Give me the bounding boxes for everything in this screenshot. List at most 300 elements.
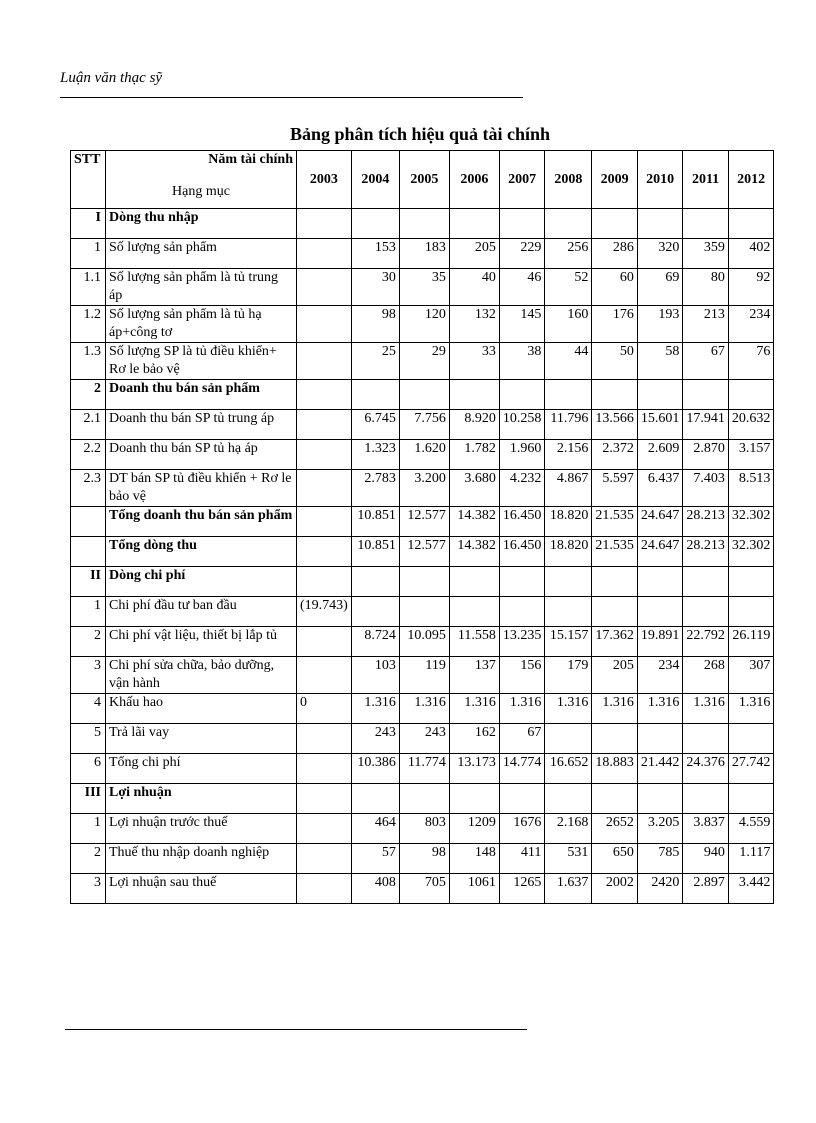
table-row [71,239,774,269]
table-row [71,507,774,537]
row-value [683,724,729,754]
row-value: 1.316 [449,694,499,724]
row-value: 2.156 [545,440,592,470]
row-value: 13.235 [499,627,545,657]
row-value: 234 [728,306,774,343]
row-value [297,410,352,440]
row-value: 307 [728,657,774,694]
row-value: 5.597 [592,470,638,507]
row-value: 229 [499,239,545,269]
row-value [449,209,499,239]
row-stt: 6 [71,754,106,784]
table-row [71,597,774,627]
row-value: 160 [545,306,592,343]
row-value: 1.316 [545,694,592,724]
row-value: 10.095 [399,627,449,657]
row-label: Chi phí vật liệu, thiết bị lắp tủ [106,627,297,657]
row-value: 7.403 [683,470,729,507]
row-value: 22.792 [683,627,729,657]
row-value: 14.382 [449,507,499,537]
row-value [545,567,592,597]
row-value [545,724,592,754]
row-value: 10.258 [499,410,545,440]
row-value [499,784,545,814]
row-value: 268 [683,657,729,694]
row-value: 11.774 [399,754,449,784]
row-value: 76 [728,343,774,380]
row-value [399,209,449,239]
row-value: 57 [351,844,399,874]
row-value: 18.820 [545,537,592,567]
row-stt: 3 [71,657,106,694]
row-value: 183 [399,239,449,269]
table-row [71,380,774,410]
row-value [728,380,774,410]
table-header-row [71,151,774,209]
row-value: 12.577 [399,537,449,567]
row-value [728,209,774,239]
row-value: 67 [683,343,729,380]
row-label: Thuế thu nhập doanh nghiệp [106,844,297,874]
row-value: 0 [297,694,352,724]
row-value: 98 [351,306,399,343]
row-value: 2420 [637,874,683,904]
row-value [399,567,449,597]
row-value: 1.316 [499,694,545,724]
row-stt: 1 [71,239,106,269]
row-value [297,814,352,844]
row-value [545,784,592,814]
row-value [297,844,352,874]
row-value: 940 [683,844,729,874]
table-row [71,343,774,380]
row-value: 24.647 [637,537,683,567]
year-header: 2003 [297,151,352,209]
row-value: 11.796 [545,410,592,440]
row-label: Doanh thu bán sản phẩm [106,380,297,410]
row-stt: 5 [71,724,106,754]
row-value: 1265 [499,874,545,904]
table-row [71,627,774,657]
row-stt: 1 [71,814,106,844]
row-value: 145 [499,306,545,343]
year-header: 2006 [449,151,499,209]
row-value: 531 [545,844,592,874]
row-value [683,597,729,627]
row-value: 213 [683,306,729,343]
row-value [297,784,352,814]
row-value [592,209,638,239]
row-value: 1.117 [728,844,774,874]
row-value: 27.742 [728,754,774,784]
row-label: DT bán SP tủ điều khiển + Rơ le bảo vệ [106,470,297,507]
row-value: 8.724 [351,627,399,657]
row-value [728,784,774,814]
row-value: 176 [592,306,638,343]
row-value [351,380,399,410]
row-label: Dòng thu nhập [106,209,297,239]
row-value: 98 [399,844,449,874]
row-value: 2.609 [637,440,683,470]
row-value [592,597,638,627]
row-value: 1.782 [449,440,499,470]
category-label: Hạng mục [172,184,230,199]
row-value [637,209,683,239]
row-value [297,306,352,343]
row-value [592,724,638,754]
row-value: 132 [449,306,499,343]
row-value: 3.205 [637,814,683,844]
row-value: 1.960 [499,440,545,470]
row-value: 69 [637,269,683,306]
year-header: 2005 [399,151,449,209]
row-value: 18.820 [545,507,592,537]
row-stt: II [71,567,106,597]
row-value [545,597,592,627]
row-value: 359 [683,239,729,269]
row-value: 1.620 [399,440,449,470]
row-value [449,597,499,627]
row-value [297,343,352,380]
row-value: 205 [592,657,638,694]
table-row [71,269,774,306]
row-stt: 2.3 [71,470,106,507]
row-value: 21.535 [592,507,638,537]
row-value: 40 [449,269,499,306]
row-stt: 2.1 [71,410,106,440]
row-value: 2.783 [351,470,399,507]
row-value: 1.637 [545,874,592,904]
row-stt: 2 [71,380,106,410]
row-value: 120 [399,306,449,343]
row-value: 162 [449,724,499,754]
row-label: Lợi nhuận trước thuế [106,814,297,844]
row-value [399,597,449,627]
row-value [592,567,638,597]
row-value [297,657,352,694]
row-value [683,209,729,239]
row-value: 2.168 [545,814,592,844]
table-row [71,470,774,507]
row-value: 13.566 [592,410,638,440]
row-value: 10.386 [351,754,399,784]
year-header: 2010 [637,151,683,209]
row-stt: 4 [71,694,106,724]
year-header: 2007 [499,151,545,209]
row-value: 408 [351,874,399,904]
footer-divider [65,1029,527,1030]
row-stt: 1 [71,597,106,627]
category-year-header [106,151,297,209]
year-header: 2009 [592,151,638,209]
row-value: 28.213 [683,507,729,537]
row-stt [71,537,106,567]
row-value: 243 [399,724,449,754]
table-row [71,724,774,754]
row-value: 20.632 [728,410,774,440]
year-label: Năm tài chính [208,152,293,167]
row-label: Dòng chi phí [106,567,297,597]
row-value: 10.851 [351,507,399,537]
page-header: Luận văn thạc sỹ [60,70,163,86]
row-value [351,597,399,627]
row-value [728,724,774,754]
row-value: 137 [449,657,499,694]
row-value: 17.941 [683,410,729,440]
row-value [545,380,592,410]
row-value: 32.302 [728,507,774,537]
table-title: Bảng phân tích hiệu quả tài chính [289,124,551,144]
row-label: Tổng chi phí [106,754,297,784]
row-value: 15.157 [545,627,592,657]
row-value [351,209,399,239]
row-value [297,537,352,567]
row-value [351,567,399,597]
row-value: 320 [637,239,683,269]
row-value [449,380,499,410]
year-header: 2011 [683,151,729,209]
row-stt: 1.3 [71,343,106,380]
table-body [71,209,774,904]
table-row [71,410,774,440]
row-value: 16.652 [545,754,592,784]
row-value: 6.745 [351,410,399,440]
row-value [297,874,352,904]
row-value: 50 [592,343,638,380]
row-value: 2652 [592,814,638,844]
row-value [683,567,729,597]
row-value: 32.302 [728,537,774,567]
row-value: 38 [499,343,545,380]
row-value: 243 [351,724,399,754]
table-row [71,657,774,694]
row-label: Doanh thu bán SP tủ hạ áp [106,440,297,470]
row-value: 6.437 [637,470,683,507]
row-stt: 2 [71,627,106,657]
table-row [71,567,774,597]
row-value: 52 [545,269,592,306]
row-value: 14.382 [449,537,499,567]
row-value: 119 [399,657,449,694]
row-label: Chi phí sửa chữa, bảo dưỡng, vận hành [106,657,297,694]
row-value: 785 [637,844,683,874]
table-row [71,874,774,904]
row-value: 1.316 [683,694,729,724]
row-value: 21.442 [637,754,683,784]
row-value: 25 [351,343,399,380]
row-value [499,597,545,627]
row-value: 205 [449,239,499,269]
row-value: 21.535 [592,537,638,567]
row-value: 411 [499,844,545,874]
row-value [637,567,683,597]
row-value: 58 [637,343,683,380]
table-row [71,784,774,814]
row-value: 60 [592,269,638,306]
row-value [545,209,592,239]
row-value: 464 [351,814,399,844]
row-value: 1676 [499,814,545,844]
row-value: 29 [399,343,449,380]
row-value: 148 [449,844,499,874]
row-label: Chi phí đầu tư ban đầu [106,597,297,627]
row-label: Tổng dòng thu [106,537,297,567]
row-value: 35 [399,269,449,306]
row-value: 179 [545,657,592,694]
row-label: Khấu hao [106,694,297,724]
row-value [728,597,774,627]
row-value: 286 [592,239,638,269]
row-stt: 1.1 [71,269,106,306]
row-label: Số lượng sản phẩm là tủ hạ áp+công tơ [106,306,297,343]
row-stt: 3 [71,874,106,904]
header-divider [60,97,523,98]
row-value [399,784,449,814]
row-stt: 1.2 [71,306,106,343]
row-value: 1.323 [351,440,399,470]
row-value: 2002 [592,874,638,904]
row-value: 1.316 [351,694,399,724]
row-value: 8.513 [728,470,774,507]
row-value [637,724,683,754]
row-value: 156 [499,657,545,694]
row-value [637,380,683,410]
stt-header: STT [71,151,106,209]
row-value: 193 [637,306,683,343]
row-label: Doanh thu bán SP tủ trung áp [106,410,297,440]
row-label: Lợi nhuận [106,784,297,814]
row-value: 17.362 [592,627,638,657]
row-value [592,380,638,410]
row-value [297,440,352,470]
row-value: 46 [499,269,545,306]
year-header: 2004 [351,151,399,209]
row-value [683,380,729,410]
row-value: 256 [545,239,592,269]
row-value: 4.559 [728,814,774,844]
row-value: 803 [399,814,449,844]
row-value [637,784,683,814]
row-value: (19.743) [297,597,352,627]
row-value: 19.891 [637,627,683,657]
row-value [297,627,352,657]
row-value: 15.601 [637,410,683,440]
row-value: 28.213 [683,537,729,567]
row-value: 234 [637,657,683,694]
row-value: 1.316 [592,694,638,724]
table-row [71,537,774,567]
row-stt: I [71,209,106,239]
row-value [351,784,399,814]
row-value: 153 [351,239,399,269]
row-value: 705 [399,874,449,904]
row-value: 10.851 [351,537,399,567]
row-value [297,754,352,784]
table-row [71,440,774,470]
table-row [71,209,774,239]
row-value: 1.316 [728,694,774,724]
row-value [728,567,774,597]
row-value: 18.883 [592,754,638,784]
row-value [449,567,499,597]
row-value [683,784,729,814]
table-row [71,754,774,784]
row-value: 16.450 [499,537,545,567]
row-value: 13.173 [449,754,499,784]
row-value: 1.316 [637,694,683,724]
row-value [297,239,352,269]
row-value [297,380,352,410]
row-label: Số lượng sản phẩm là tủ trung áp [106,269,297,306]
row-stt: III [71,784,106,814]
row-value: 30 [351,269,399,306]
row-value [499,209,545,239]
row-value [449,784,499,814]
table-row [71,306,774,343]
row-value: 14.774 [499,754,545,784]
row-value [637,597,683,627]
row-value: 4.232 [499,470,545,507]
row-value: 12.577 [399,507,449,537]
row-label: Số lượng SP là tủ điều khiển+ Rơ le bảo vệ [106,343,297,380]
year-header: 2012 [728,151,774,209]
row-value: 402 [728,239,774,269]
row-label: Số lượng sản phẩm [106,239,297,269]
row-value [399,380,449,410]
row-value: 3.442 [728,874,774,904]
row-label: Lợi nhuận sau thuế [106,874,297,904]
row-value: 1061 [449,874,499,904]
row-value [297,507,352,537]
row-value: 2.870 [683,440,729,470]
row-value: 3.837 [683,814,729,844]
row-value: 67 [499,724,545,754]
row-label: Tổng doanh thu bán sản phẩm [106,507,297,537]
row-value: 11.558 [449,627,499,657]
row-value [499,380,545,410]
row-value: 7.756 [399,410,449,440]
table-row [71,844,774,874]
table-row [71,814,774,844]
row-value [297,724,352,754]
row-value: 4.867 [545,470,592,507]
row-label: Trả lãi vay [106,724,297,754]
row-value: 33 [449,343,499,380]
row-value [297,209,352,239]
row-value: 1.316 [399,694,449,724]
row-value: 2.897 [683,874,729,904]
row-value: 44 [545,343,592,380]
year-header: 2008 [545,151,592,209]
row-value [297,269,352,306]
row-stt [71,507,106,537]
row-value: 3.157 [728,440,774,470]
row-value: 103 [351,657,399,694]
row-value: 1209 [449,814,499,844]
row-value: 92 [728,269,774,306]
row-value: 80 [683,269,729,306]
row-value [499,567,545,597]
row-value [592,784,638,814]
row-value: 8.920 [449,410,499,440]
row-value: 24.376 [683,754,729,784]
row-value: 3.680 [449,470,499,507]
financial-analysis-table [70,150,774,904]
row-value: 650 [592,844,638,874]
row-value: 26.119 [728,627,774,657]
row-value [297,567,352,597]
row-value: 3.200 [399,470,449,507]
